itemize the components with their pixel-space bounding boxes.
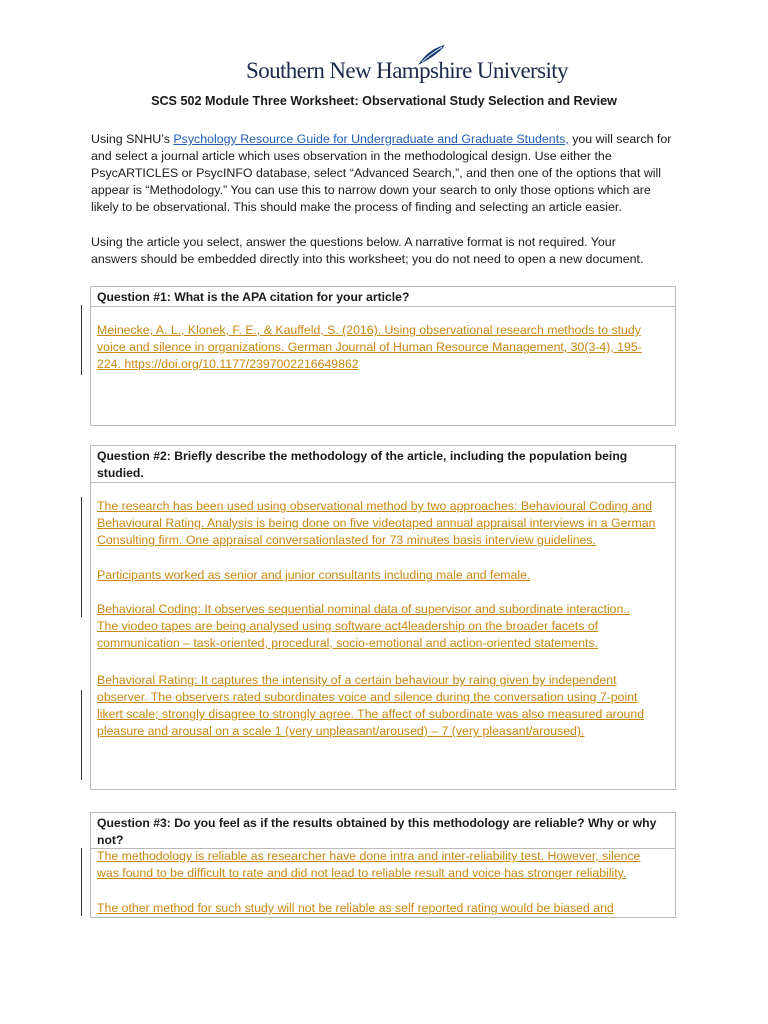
university-logo — [246, 44, 568, 92]
intro-line: appear is “Methodology.” You can use this to narrow down your search to only those options which are — [91, 183, 651, 197]
intro-line: PsycARTICLES or PsycINFO database, select “Advanced Search,”, and then one of the options that will — [91, 166, 662, 180]
change-bar — [81, 690, 82, 780]
question-2-answer-p1[interactable]: The research has been used using observational method by two approaches: Behavioural Coding and Behavioural Rating. Analysis is being done on five videotaped annual appraisal interviews in a German Consulting firm. One appraisal conversationlasted for 73 minutes basis interview guidelines. — [97, 499, 656, 547]
logo-wordmark: Southern New Hampshire University — [246, 58, 568, 83]
change-bar — [81, 848, 82, 916]
question-2-answer-p3[interactable]: Behavioral Coding: It observes sequential nominal data of supervisor and subordinate interaction.. The viodeo tapes are being analysed using software act4leadership on the broader facets of communication – task-oriented, procedural, socio-emotional and action-oriented statements. — [97, 602, 631, 650]
instructions-line: Using the article you select, answer the questions below. A narrative format is not required. Your — [91, 235, 616, 249]
instructions-paragraph — [91, 234, 691, 268]
instructions-line: answers should be embedded directly into this worksheet; you do not need to open a new document. — [91, 252, 644, 266]
intro-paragraph — [91, 131, 691, 216]
page-title: SCS 502 Module Three Worksheet: Observational Study Selection and Review — [151, 94, 617, 108]
question-2-answer-p4[interactable]: Behavioral Rating: It captures the intensity of a certain behaviour by raing given by independent observer. The observers rated subordinates voice and silence during the conversation using 7-point likert scale; strongly disagree to strongly agree. The affect of subordinate was also measured around pleasure and arousal on a scale 1 (very unpleasant/aroused) – 7 (very pleasant/aroused). — [97, 673, 645, 738]
intro-line: and select a journal article which uses observation in the methodological design. Use either the — [91, 149, 612, 163]
change-bar — [81, 497, 82, 617]
intro-line: likely to be observational. This should make the process of finding and selecting an article easier. — [91, 200, 622, 214]
question-3-answer-p2[interactable]: The other method for such study will not be reliable as self reported rating would be biased and — [97, 901, 614, 915]
question-3-answer-p1[interactable]: The methodology is reliable as researcher have done intra and inter-reliability test. However, silence was found to be difficult to rate and did not lead to reliable result and voice has stronger reliability. — [97, 849, 641, 880]
intro-line-1: Using SNHU’s Psychology Resource Guide for Undergraduate and Graduate Students, you will search for — [91, 132, 672, 146]
question-2-heading: Question #2: Briefly describe the methodology of the article, including the population being studied. — [90, 445, 676, 483]
change-bar — [81, 305, 82, 375]
question-2-answer-p2[interactable]: Participants worked as senior and junior consultants including male and female. — [97, 568, 531, 582]
resource-guide-link[interactable]: Psychology Resource Guide for Undergraduate and Graduate Students, — [173, 132, 569, 146]
question-1-heading: Question #1: What is the APA citation for your article? — [90, 286, 676, 307]
question-3-heading: Question #3: Do you feel as if the results obtained by this methodology are reliable? Why or why not? — [90, 812, 676, 849]
question-1-answer[interactable]: Meinecke, A. L., Klonek, F. E., & Kauffeld, S. (2016). Using observational research methods to study voice and silence in organizations. German Journal of Human Resource Management, 30(3-4), 195- 224. https://doi.org/10.1177/2397002216649862 — [97, 323, 642, 371]
